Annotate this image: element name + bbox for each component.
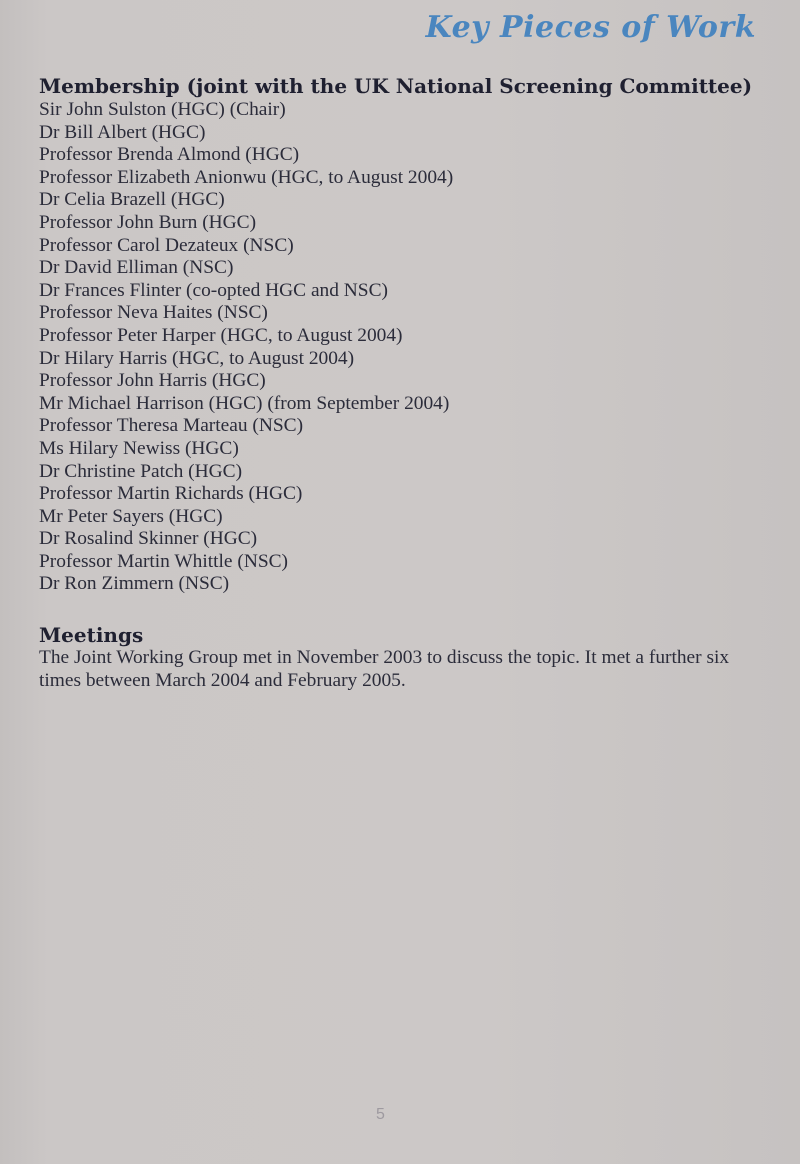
- member-item: Professor Martin Richards (HGC): [39, 483, 303, 505]
- running-header: Key Pieces of Work: [425, 10, 756, 45]
- member-item: Professor Peter Harper (HGC, to August 2004): [39, 324, 403, 346]
- member-item: Mr Michael Harrison (HGC) (from September 2004): [39, 392, 450, 414]
- membership-section: [39, 73, 769, 596]
- member-item: Dr Frances Flinter (co-opted HGC and NSC): [39, 279, 388, 301]
- member-item: Dr David Elliman (NSC): [39, 257, 234, 279]
- member-item: Dr Christine Patch (HGC): [39, 460, 243, 482]
- membership-heading: Membership (joint with the UK National Screening Committee): [39, 74, 753, 98]
- member-item: Professor Brenda Almond (HGC): [39, 144, 300, 166]
- member-item: Professor Elizabeth Anionwu (HGC, to August 2004): [39, 166, 454, 188]
- page-content: [39, 73, 769, 692]
- member-item: Professor John Burn (HGC): [39, 211, 257, 233]
- member-item: Professor Theresa Marteau (NSC): [39, 415, 304, 437]
- page-number: 5: [376, 1106, 385, 1123]
- member-item: Ms Hilary Newiss (HGC): [39, 437, 239, 459]
- member-item: Professor Martin Whittle (NSC): [39, 550, 289, 572]
- member-item: Professor Neva Haites (NSC): [39, 302, 268, 324]
- member-item: Dr Celia Brazell (HGC): [39, 189, 225, 211]
- member-item: Dr Ron Zimmern (NSC): [39, 573, 230, 595]
- member-item: Professor Carol Dezateux (NSC): [39, 234, 294, 256]
- meetings-heading: Meetings: [39, 623, 144, 648]
- meetings-section: [39, 623, 769, 692]
- member-item: Dr Rosalind Skinner (HGC): [39, 528, 258, 550]
- member-item: Dr Hilary Harris (HGC, to August 2004): [39, 347, 355, 369]
- member-item: Mr Peter Sayers (HGC): [39, 505, 223, 527]
- member-list: [39, 99, 769, 596]
- member-item: Professor John Harris (HGC): [39, 370, 266, 392]
- member-item: Dr Bill Albert (HGC): [39, 121, 206, 143]
- meetings-paragraph: The Joint Working Group met in November 2003 to discuss the topic. It met a further six times between March 2004 and February 2005.: [39, 647, 730, 691]
- member-item: Sir John Sulston (HGC) (Chair): [39, 99, 286, 120]
